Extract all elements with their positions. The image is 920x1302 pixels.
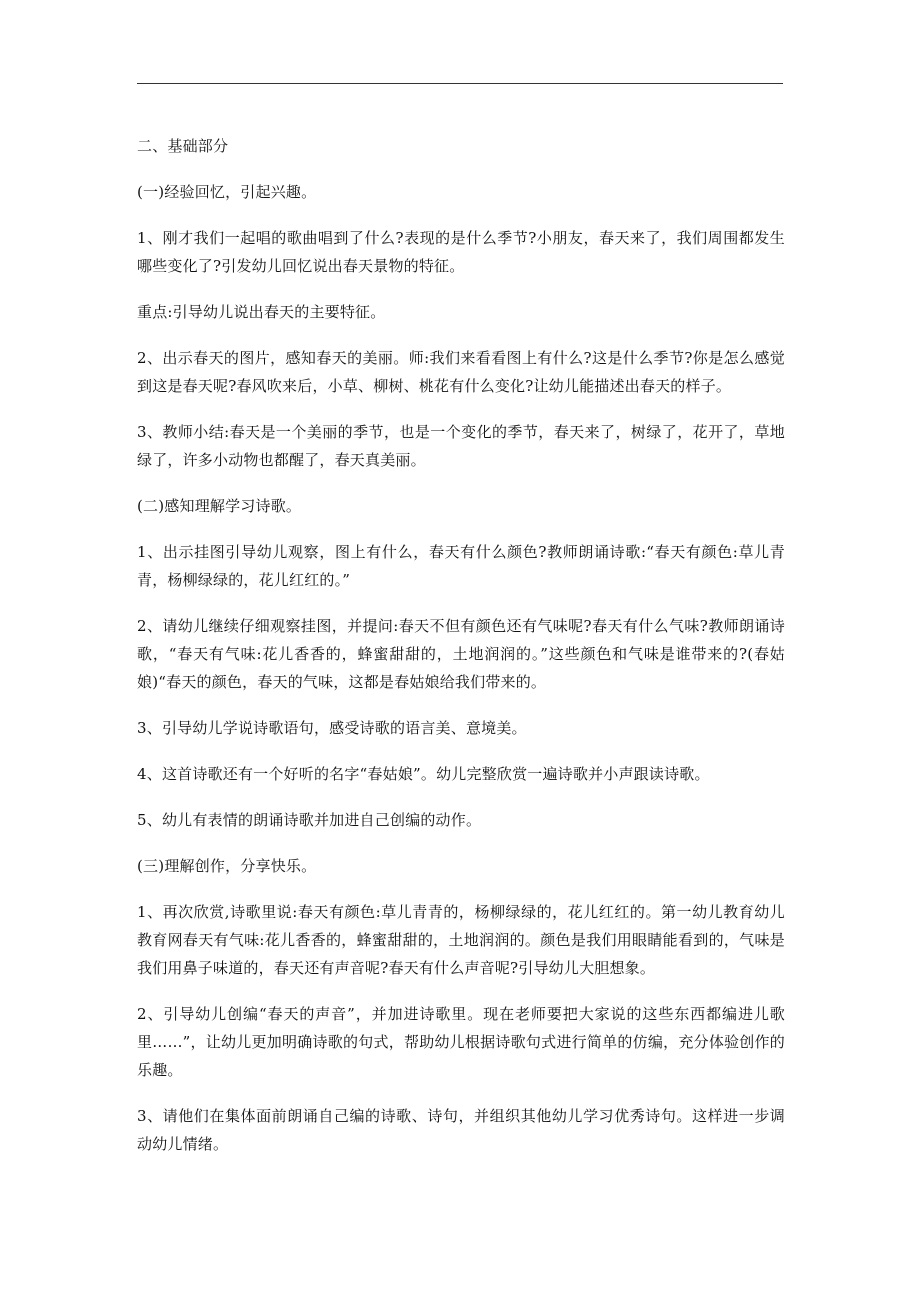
paragraph: 3、请他们在集体面前朗诵自己编的诗歌、诗句，并组织其他幼儿学习优秀诗句。这样进一步调动幼儿情绪。: [137, 1107, 785, 1153]
document-body: [137, 132, 785, 1176]
section-heading: 二、基础部分: [137, 137, 229, 155]
paragraph: 2、出示春天的图片，感知春天的美丽。师:我们来看看图上有什么?这是什么季节?你是怎么感觉到这是春天呢?春风吹来后，小草、柳树、桃花有什么变化?让幼儿能描述出春天的样子。: [137, 349, 785, 395]
key-point: 重点:引导幼儿说出春天的主要特征。: [137, 303, 386, 321]
header-rule: [137, 83, 783, 84]
paragraph: 3、教师小结:春天是一个美丽的季节，也是一个变化的季节，春天来了，树绿了，花开了，草地绿了，许多小动物也都醒了，春天真美丽。: [137, 423, 785, 469]
subsection-heading-2: (二)感知理解学习诗歌。: [137, 497, 302, 515]
paragraph: 4、这首诗歌还有一个好听的名字“春姑娘”。幼儿完整欣赏一遍诗歌并小声跟读诗歌。: [137, 765, 710, 783]
paragraph: 3、引导幼儿学说诗歌语句，感受诗歌的语言美、意境美。: [137, 719, 527, 737]
paragraph: 1、再次欣赏,诗歌里说:春天有颜色:草儿青青的，杨柳绿绿的，花儿红红的。第一幼儿教育幼儿教育网春天有气味:花儿香香的，蜂蜜甜甜的，土地润润的。颜色是我们用眼睛能看到的，气味是我们用鼻子味道的，春天还有声音呢?春天有什么声音呢?引导幼儿大胆想象。: [137, 903, 785, 977]
subsection-heading-1: (一)经验回忆，引起兴趣。: [137, 183, 317, 201]
paragraph: 1、出示挂图引导幼儿观察，图上有什么，春天有什么颜色?教师朗诵诗歌:“春天有颜色:草儿青青，杨柳绿绿的，花儿红红的。”: [137, 543, 785, 589]
paragraph: 5、幼儿有表情的朗诵诗歌并加进自己创编的动作。: [137, 811, 482, 829]
subsection-heading-3: (三)理解创作，分享快乐。: [137, 857, 317, 875]
paragraph: 1、刚才我们一起唱的歌曲唱到了什么?表现的是什么季节?小朋友，春天来了，我们周围都发生哪些变化了?引发幼儿回忆说出春天景物的特征。: [137, 229, 785, 275]
paragraph: 2、引导幼儿创编“春天的声音”，并加进诗歌里。现在老师要把大家说的这些东西都编进儿歌里……”，让幼儿更加明确诗歌的句式，帮助幼儿根据诗歌句式进行简单的仿编，充分体验创作的乐趣。: [137, 1005, 785, 1079]
paragraph: 2、请幼儿继续仔细观察挂图，并提问:春天不但有颜色还有气味呢?春天有什么气味?教师朗诵诗歌，“春天有气味:花儿香香的，蜂蜜甜甜的，土地润润的。”这些颜色和气味是谁带来的?(春姑娘)“春天的颜色，春天的气味，这都是春姑娘给我们带来的。: [137, 617, 785, 691]
